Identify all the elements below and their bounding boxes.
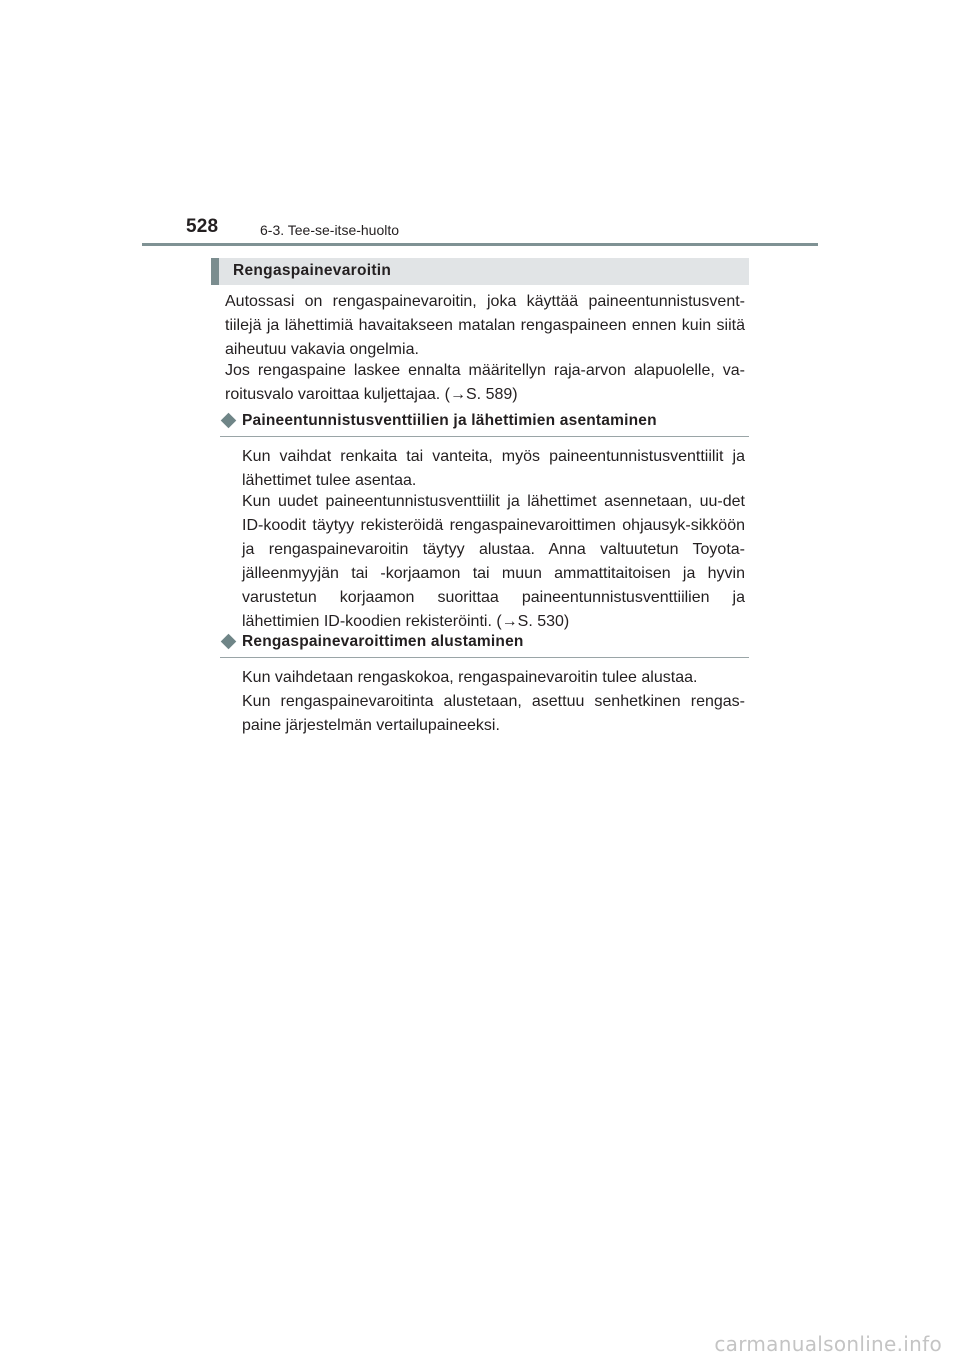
intro-paragraph: Jos rengaspaine laskee ennalta määritellyn raja-arvon alapuolelle, va-roitusvalo varoittaa kuljettajaa. (→S. 589): [225, 362, 745, 403]
subsection-paragraph: Kun vaihdetaan rengaskokoa, rengaspainevaroitin tulee alustaa.: [242, 669, 698, 686]
subsection-title: Rengaspainevaroittimen alustaminen: [242, 633, 524, 650]
subsection-paragraph: Kun uudet paineentunnistusventtiilit ja lähettimet asennetaan, uu-det ID-koodit täytyy rekisteröidä rengaspainevaroittimen ohjausyk-sikköön ja rengaspainevaroitin täytyy alustaa. Anna valtuutetun Toyota-jälleenmyyjän tai -korjaamon tai muun ammattitaitoisen ja hyvin varustetun korjaamon suorittaa paineentunnistusventtiilien ja lähettimien ID-koodien rekisteröinti. (→S. 530): [242, 493, 745, 630]
watermark: carmanualsonline.info: [714, 1332, 942, 1356]
subsection-heading: [220, 631, 749, 658]
subsection-paragraph: Kun rengaspainevaroitinta alustetaan, asettuu senhetkinen rengas-paine järjestelmän vertailupaineeksi.: [242, 693, 745, 734]
diamond-icon: [221, 634, 237, 650]
section-title: Rengaspainevaroitin: [233, 262, 392, 279]
subsection-paragraph: Kun vaihdat renkaita tai vanteita, myös paineentunnistusventtiilit ja lähettimet tulee asentaa.: [242, 448, 745, 489]
header-rule: [142, 243, 818, 246]
subsection-title: Paineentunnistusventtiilien ja lähettimien asentaminen: [242, 412, 657, 429]
intro-paragraph: Autossasi on rengaspainevaroitin, joka käyttää paineentunnistusvent-tiilejä ja lähettimiä havaitakseen matalan rengaspaineen ennen kuin siitä aiheutuu vakavia ongelmia.: [225, 293, 745, 358]
page-number: 528: [186, 216, 219, 237]
diamond-icon: [221, 413, 237, 429]
section-breadcrumb: 6-3. Tee-se-itse-huolto: [260, 222, 400, 238]
subsection-heading: [220, 410, 749, 437]
section-title-bar: [211, 258, 749, 285]
